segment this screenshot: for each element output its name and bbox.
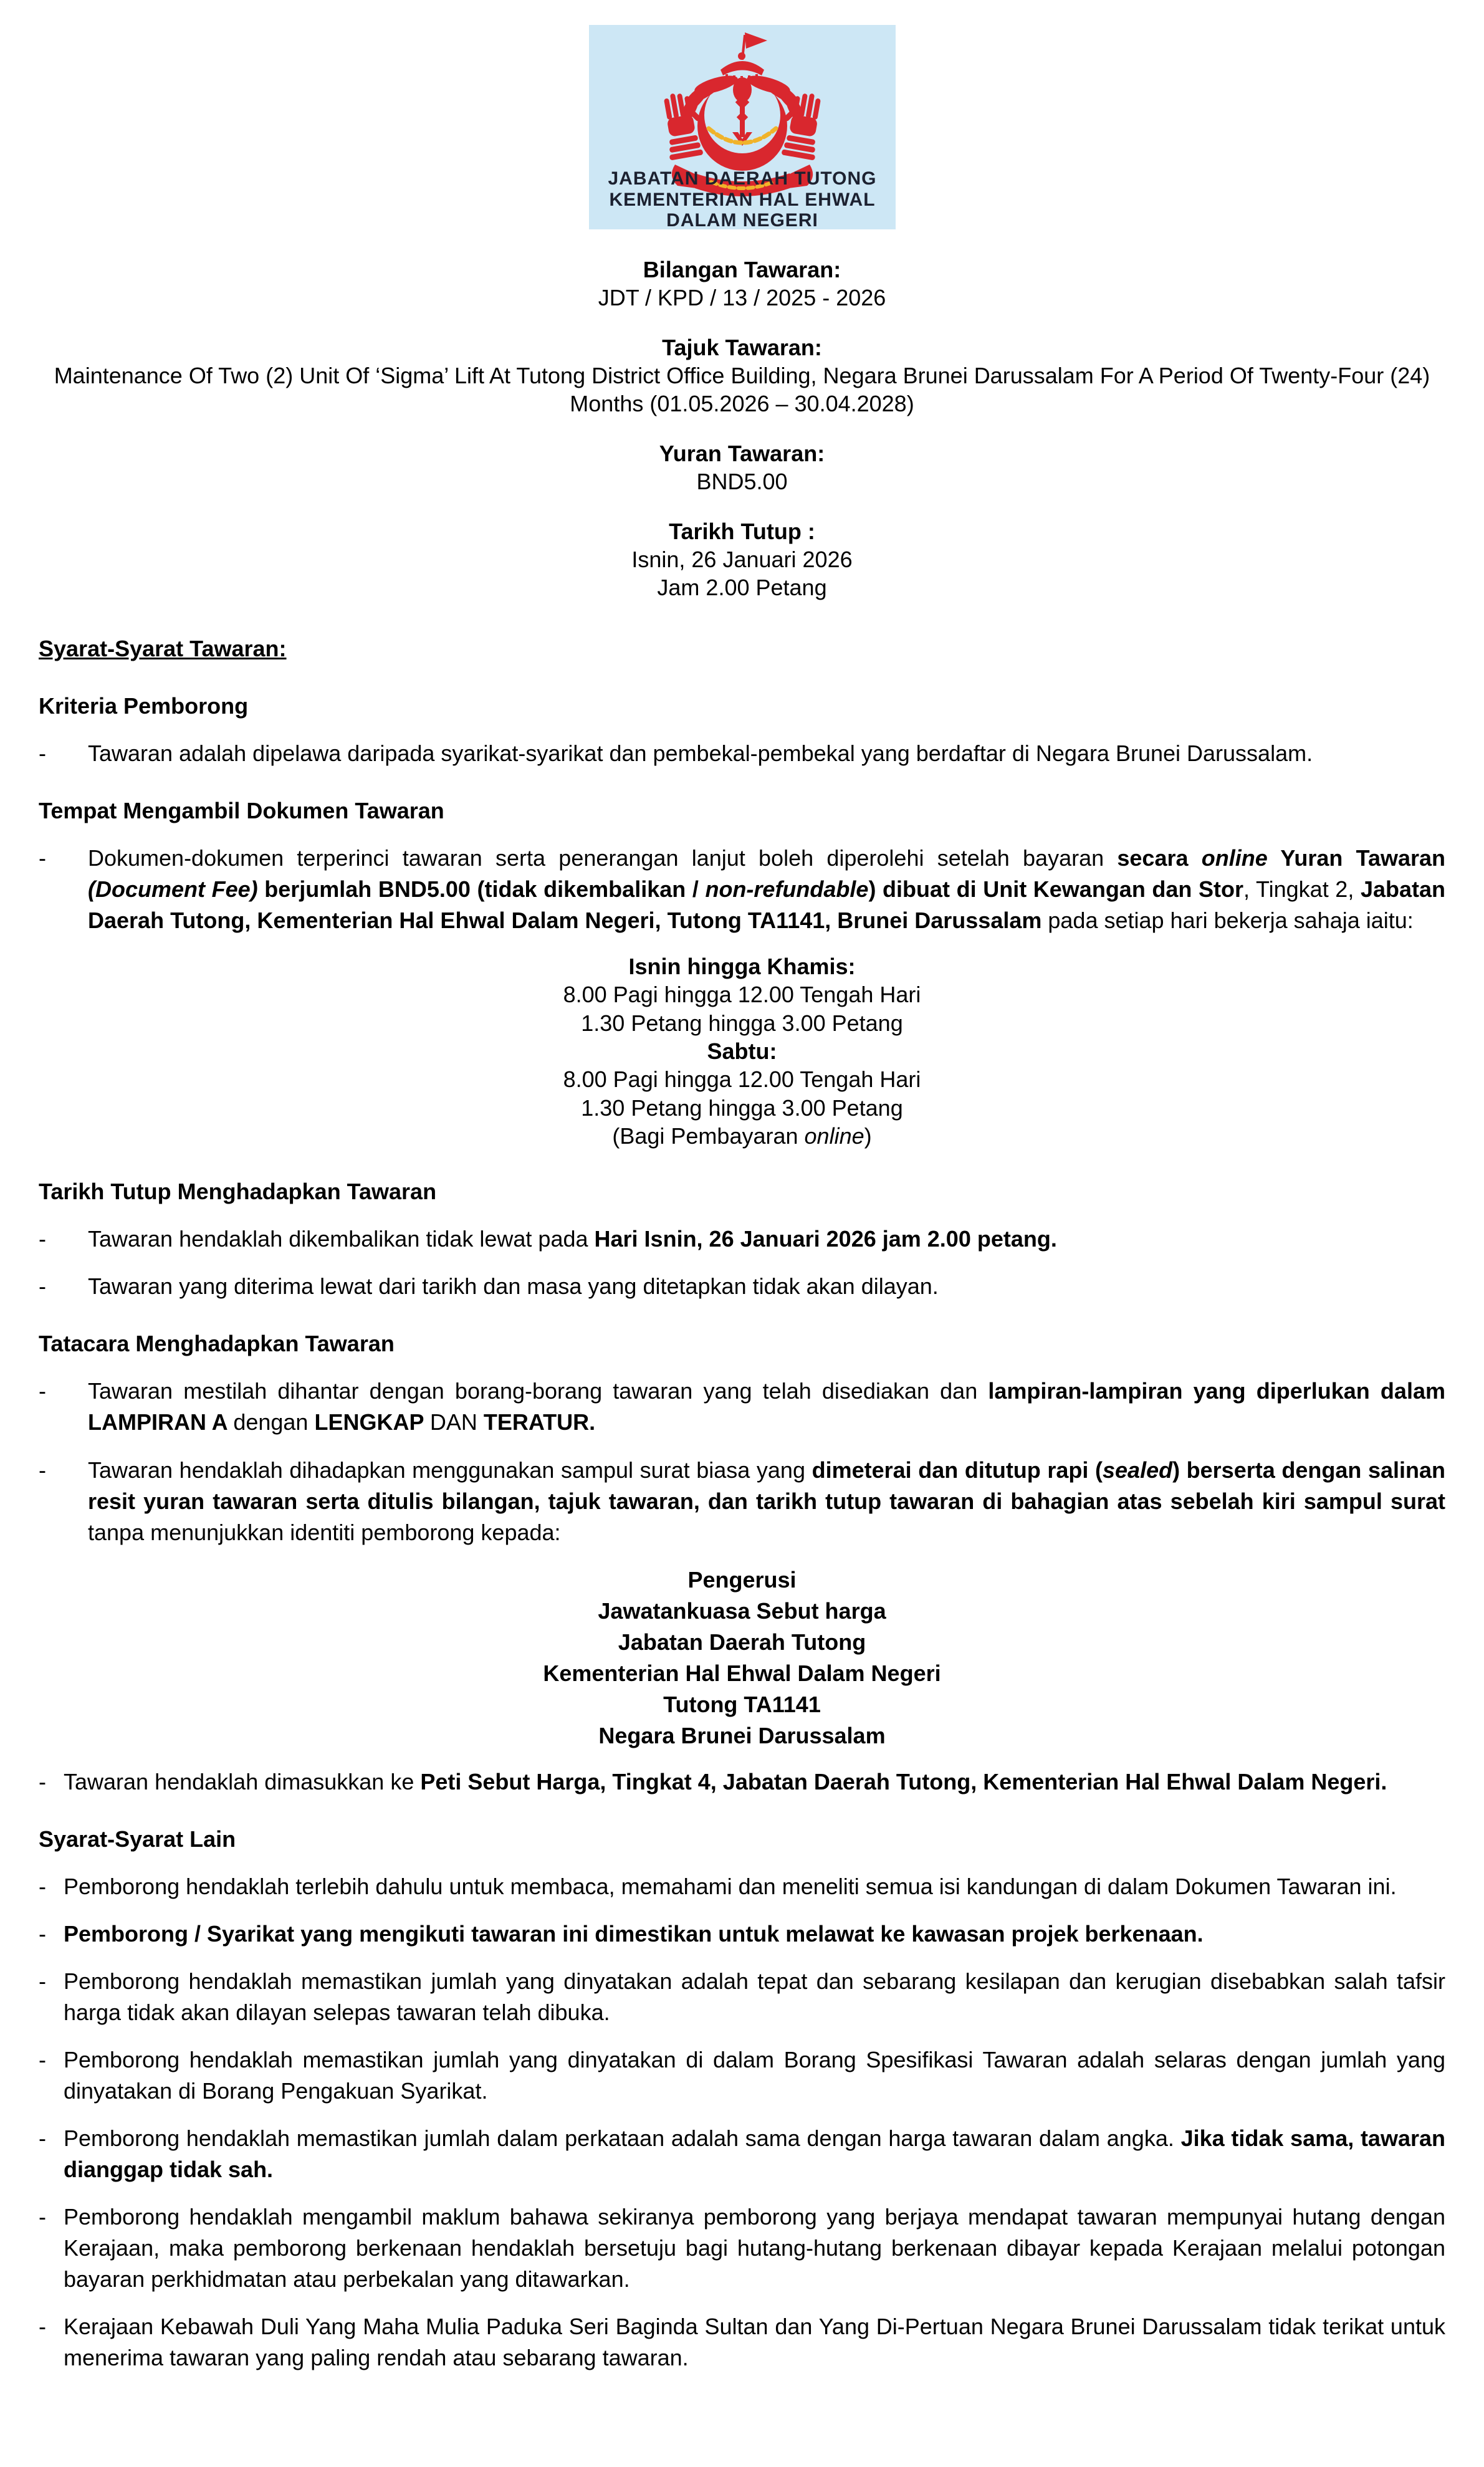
tajuk-tawaran-value: Maintenance Of Two (2) Unit Of ‘Sigma’ Lift At Tutong District Office Building, Negara Brunei Darussalam For A Period Of Twenty-Four (24) Months (01.05.2026 – 30.04.2028) xyxy=(54,363,1430,417)
list-item-text: Tawaran hendaklah dihadapkan menggunakan sampul surat biasa yang dimeterai dan ditutup rapi (sealed) berserta dengan salinan resit yuran tawaran serta ditulis bilangan, tajuk tawaran, dan tarikh tutup tawaran di bahagian atas sebelah kiri sampul surat tanpa menunjukkan identiti pemborong kepada: xyxy=(88,1457,1445,1545)
logo-title-line: KEMENTERIAN HAL EHWAL xyxy=(608,189,876,210)
opening-hours xyxy=(39,952,1445,1151)
list-item-text: Pemborong hendaklah memastikan jumlah yang dinyatakan di dalam Borang Spesifikasi Tawaran adalah selaras dengan jumlah yang dinyatakan di Borang Pengakuan Syarikat. xyxy=(64,2046,1445,2104)
list-item xyxy=(39,1766,1445,1798)
document-body xyxy=(0,256,1484,2374)
tarikh-tutup-group xyxy=(39,517,1445,602)
saturday-hours-morning: 8.00 Pagi hingga 12.00 Tengah Hari xyxy=(563,1066,921,1093)
saturday-hours-label: Sabtu: xyxy=(707,1038,777,1064)
list-item xyxy=(39,1966,1445,2028)
list-dash: - xyxy=(39,2125,46,2152)
address-line: Jabatan Daerah Tutong xyxy=(618,1629,866,1655)
tempat-mengambil-heading: Tempat Mengambil Dokumen Tawaran xyxy=(39,797,444,823)
list-item-text: Tawaran yang diterima lewat dari tarikh dan masa yang ditetapkan tidak akan dilayan. xyxy=(88,1273,939,1300)
tajuk-tawaran-label: Tajuk Tawaran: xyxy=(662,334,822,360)
list-dash: - xyxy=(39,1873,46,1899)
list-item xyxy=(39,2311,1445,2374)
address-line: Kementerian Hal Ehwal Dalam Negeri xyxy=(543,1660,941,1686)
tender-header xyxy=(39,256,1445,602)
weekday-hours-label: Isnin hingga Khamis: xyxy=(628,953,856,979)
tarikh-tutup-time: Jam 2.00 Petang xyxy=(657,575,827,601)
syarat-tawaran-heading: Syarat-Syarat Tawaran: xyxy=(39,635,287,661)
list-dash: - xyxy=(39,1920,46,1947)
logo-container xyxy=(0,0,1484,229)
list-item xyxy=(39,1376,1445,1438)
list-dash: - xyxy=(39,1226,46,1252)
agency-logo xyxy=(589,25,896,229)
list-item xyxy=(39,1271,1445,1302)
list-item xyxy=(39,2201,1445,2295)
list-item-text: Pemborong / Syarikat yang mengikuti tawaran ini dimestikan untuk melawat ke kawasan projek berkenaan. xyxy=(64,1920,1204,1947)
list-item-text: Tawaran mestilah dihantar dengan borang-borang tawaran yang telah disediakan dan lampiran-lampiran yang diperlukan dalam LAMPIRAN A dengan LENGKAP DAN TERATUR. xyxy=(88,1378,1445,1435)
list-item xyxy=(39,1455,1445,1548)
list-dash: - xyxy=(39,1273,46,1300)
bilangan-tawaran-label: Bilangan Tawaran: xyxy=(643,257,841,282)
tatacara-heading: Tatacara Menghadapkan Tawaran xyxy=(39,1331,395,1357)
online-payment-note: (Bagi Pembayaran online) xyxy=(612,1123,872,1149)
bilangan-tawaran-value: JDT / KPD / 13 / 2025 - 2026 xyxy=(598,285,886,311)
list-item-text: Pemborong hendaklah mengambil maklum bahawa sekiranya pemborong yang berjaya mendapat tawaran mempunyai hutang dengan Kerajaan, maka pemborong berkenaan hendaklah bersetuju bagi hutang-hutang berkenaan dibayar kepada Kerajaan melalui potongan bayaran perkhidmatan atau perbekalan yang ditawarkan. xyxy=(64,2204,1445,2292)
list-item-text: Pemborong hendaklah terlebih dahulu untuk membaca, memahami dan meneliti semua isi kandungan di dalam Dokumen Tawaran ini. xyxy=(64,1873,1397,1899)
list-item-text: Tawaran adalah dipelawa daripada syarikat-syarikat dan pembekal-pembekal yang berdaftar di Negara Brunei Darussalam. xyxy=(88,740,1313,766)
list-item-text: Dokumen-dokumen terperinci tawaran serta penerangan lanjut boleh diperolehi setelah bayaran secara online Yuran Tawaran (Document Fee) berjumlah BND5.00 (tidak dikembalikan / non-refundable) dibuat di Unit Kewangan dan Stor, Tingkat 2, Jabatan Daerah Tutong, Kementerian Hal Ehwal Dalam Negeri, Tutong TA1141, Brunei Darussalam pada setiap hari bekerja sahaja iaitu: xyxy=(88,845,1446,933)
address-line: Pengerusi xyxy=(687,1566,797,1593)
list-item xyxy=(39,1919,1445,1950)
list-dash: - xyxy=(39,2046,46,2072)
list-item-text: Tawaran hendaklah dimasukkan ke Peti Sebut Harga, Tingkat 4, Jabatan Daerah Tutong, Kementerian Hal Ehwal Dalam Negeri. xyxy=(64,1768,1387,1794)
kriteria-pemborong-heading: Kriteria Pemborong xyxy=(39,692,249,719)
list-dash: - xyxy=(39,1378,46,1404)
tajuk-tawaran-group xyxy=(39,333,1445,418)
yuran-tawaran-group xyxy=(39,439,1445,496)
tarikh-tutup-date: Isnin, 26 Januari 2026 xyxy=(631,546,853,572)
list-item xyxy=(39,2044,1445,2107)
list-item xyxy=(39,1224,1445,1255)
list-item-text: Kerajaan Kebawah Duli Yang Maha Mulia Paduka Seri Baginda Sultan dan Yang Di-Pertuan Negara Brunei Darussalam tidak terikat untuk menerima tawaran yang paling rendah atau sebarang tawaran. xyxy=(64,2314,1445,2371)
bilangan-tawaran-group xyxy=(39,256,1445,312)
submission-address xyxy=(39,1564,1445,1751)
list-dash: - xyxy=(39,1968,46,1994)
yuran-tawaran-label: Yuran Tawaran: xyxy=(659,440,825,466)
list-item xyxy=(39,738,1445,769)
list-dash: - xyxy=(39,1768,46,1794)
yuran-tawaran-value: BND5.00 xyxy=(696,469,788,495)
syarat-lain-heading: Syarat-Syarat Lain xyxy=(39,1826,236,1852)
logo-title-line: JABATAN DAERAH TUTONG xyxy=(608,168,876,189)
list-item xyxy=(39,843,1445,936)
weekday-hours-afternoon: 1.30 Petang hingga 3.00 Petang xyxy=(581,1010,903,1036)
address-line: Jawatankuasa Sebut harga xyxy=(598,1598,886,1624)
list-dash: - xyxy=(39,2314,46,2340)
weekday-hours-morning: 8.00 Pagi hingga 12.00 Tengah Hari xyxy=(563,982,921,1008)
address-line: Negara Brunei Darussalam xyxy=(598,1722,886,1748)
address-line: Tutong TA1141 xyxy=(663,1691,821,1717)
tarikh-tutup-menghadapkan-heading: Tarikh Tutup Menghadapkan Tawaran xyxy=(39,1179,437,1205)
tarikh-tutup-label: Tarikh Tutup : xyxy=(669,518,815,544)
logo-title-line: DALAM NEGERI xyxy=(666,210,818,229)
list-dash: - xyxy=(39,1457,46,1483)
list-item-text: Pemborong hendaklah memastikan jumlah dalam perkataan adalah sama dengan harga tawaran dalam angka. Jika tidak sama, tawaran dianggap tidak sah. xyxy=(64,2125,1446,2183)
list-dash: - xyxy=(39,2204,46,2230)
list-item xyxy=(39,1871,1445,1902)
list-item-text: Pemborong hendaklah memastikan jumlah yang dinyatakan adalah tepat dan sebarang kesilapan dan kerugian disebabkan salah tafsir harga tidak akan dilayan selepas tawaran telah dibuka. xyxy=(64,1968,1445,2025)
list-item-text: Tawaran hendaklah dikembalikan tidak lewat pada Hari Isnin, 26 Januari 2026 jam 2.00 petang. xyxy=(88,1226,1057,1252)
list-dash: - xyxy=(39,740,46,766)
list-item xyxy=(39,2123,1445,2185)
saturday-hours-afternoon: 1.30 Petang hingga 3.00 Petang xyxy=(581,1095,903,1121)
list-dash: - xyxy=(39,845,46,871)
